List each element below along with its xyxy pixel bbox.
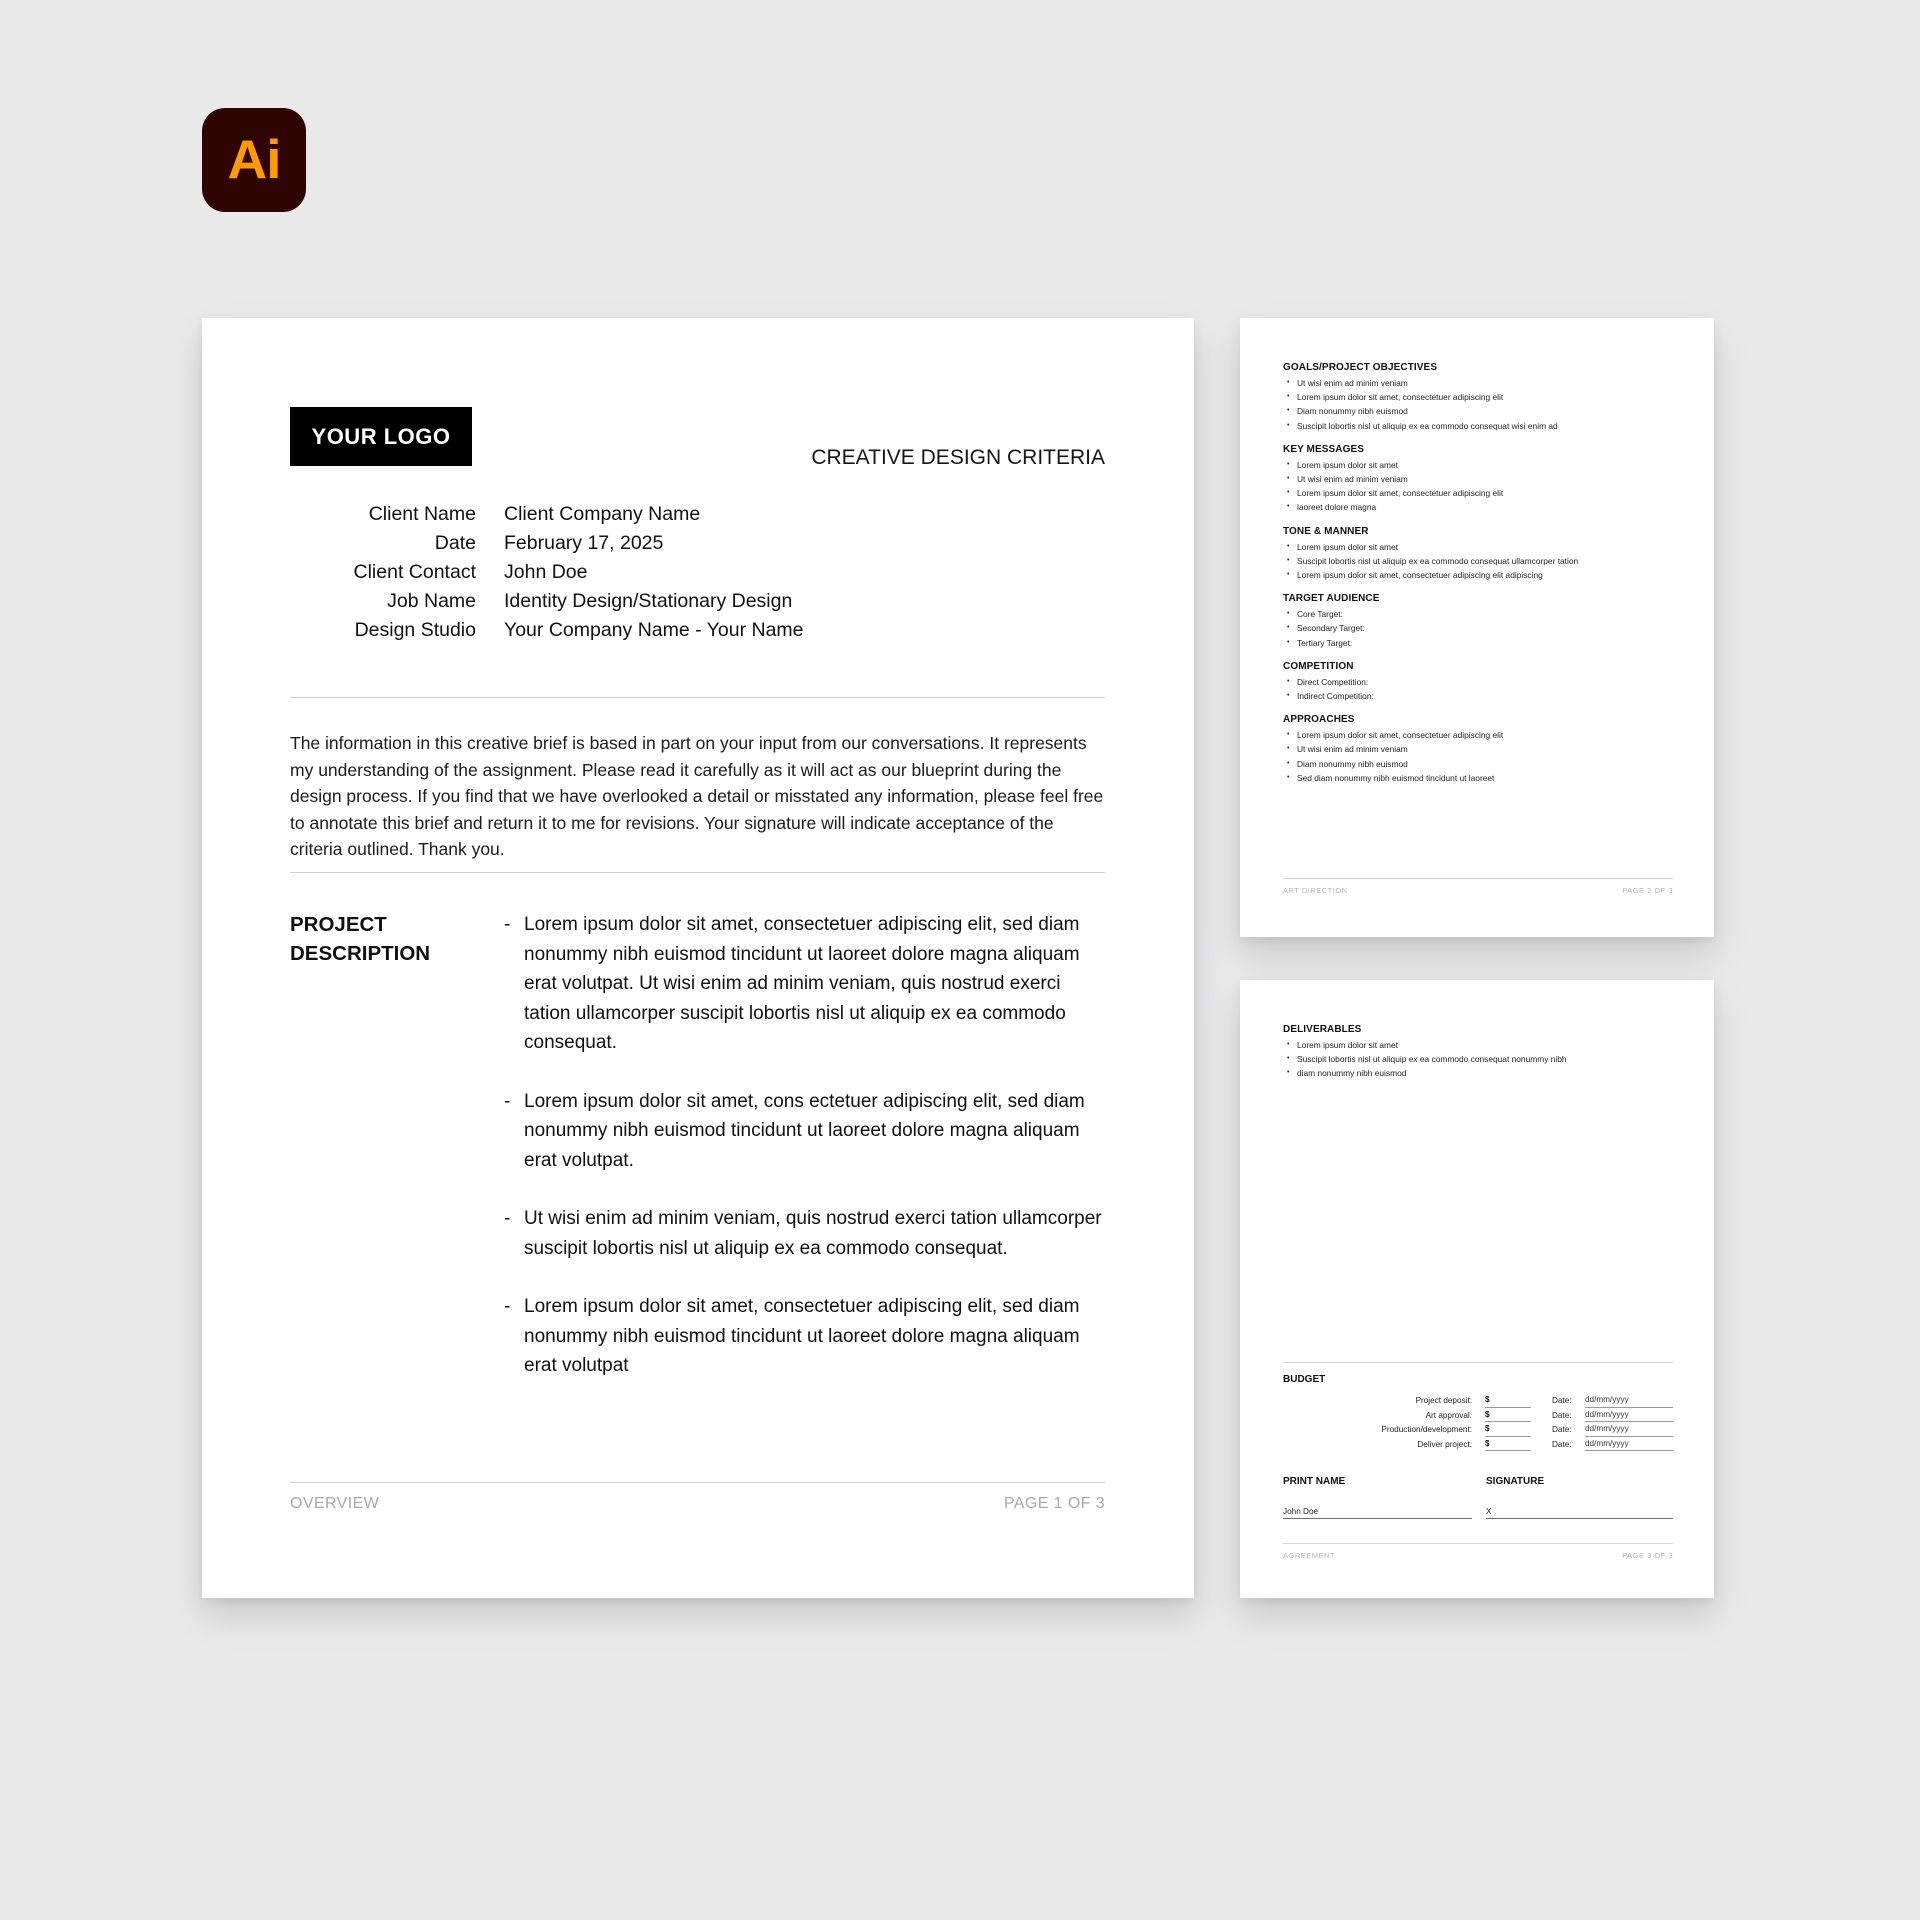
bullet-marker: • <box>1287 393 1290 401</box>
bullet-marker: • <box>1287 421 1290 429</box>
bullet-marker: • <box>1287 692 1290 700</box>
field-value: February 17, 2025 <box>504 532 664 554</box>
page-footer <box>1283 1543 1673 1560</box>
field-value: John Doe <box>504 561 588 583</box>
list-item <box>1283 757 1673 771</box>
amount-input-line[interactable] <box>1485 1437 1531 1452</box>
list-item <box>1283 1052 1673 1066</box>
date-input-line[interactable]: dd/mm/yyyy <box>1585 1422 1673 1437</box>
currency-symbol: $ <box>1485 1424 1490 1433</box>
bullet-marker: • <box>1287 489 1290 497</box>
list-item-text: Lorem ipsum dolor sit amet, consectetuer adipiscing elit <box>1297 392 1504 403</box>
field-label: Date <box>434 532 476 554</box>
amount-input-line[interactable] <box>1485 1393 1531 1408</box>
list-item-text: diam nonummy nibh euismod <box>1297 1068 1407 1079</box>
list-item <box>504 1087 1105 1176</box>
list-item-text: Lorem ipsum dolor sit amet, consectetuer adipiscing elit adipiscing <box>1297 570 1543 581</box>
list-item <box>1283 500 1673 514</box>
currency-symbol: $ <box>1485 1395 1490 1404</box>
footer-section-label: ART DIRECTION <box>1283 886 1348 895</box>
currency-symbol: $ <box>1485 1438 1490 1448</box>
print-name-heading: PRINT NAME <box>1283 1476 1346 1487</box>
list-item-text: Suscipit lobortis nisl ut aliquip ex ea commodo consequat ullamcorper tation <box>1297 555 1579 566</box>
budget-row-label: Art approval: <box>1425 1410 1472 1420</box>
list-item <box>1283 486 1673 500</box>
field-label: Client Name <box>368 503 476 525</box>
budget-row-label: Production/development: <box>1381 1425 1472 1434</box>
footer-divider <box>1283 878 1673 879</box>
footer-divider <box>290 1482 1105 1483</box>
field-row-date <box>290 529 804 558</box>
list-item <box>1283 472 1673 486</box>
budget-row-label: Project deposit: <box>1415 1396 1472 1405</box>
list-item-text: Lorem ipsum dolor sit amet, consectetuer adipiscing elit, sed diam nonummy nibh euismod tincidunt ut laoreet dolore magna aliquam erat volutpat <box>524 1296 1080 1376</box>
date-label: Date: <box>1552 1425 1572 1434</box>
list-item <box>1283 404 1673 418</box>
bullet-marker: • <box>1287 460 1290 468</box>
section-heading: COMPETITION <box>1283 660 1354 672</box>
date-label: Date: <box>1552 1410 1572 1420</box>
field-row-client-contact <box>290 558 804 587</box>
section-key-messages <box>1283 444 1673 515</box>
dash-marker: - <box>504 1296 511 1317</box>
signature-input-line[interactable]: X <box>1486 1507 1673 1519</box>
list-item <box>1283 636 1673 650</box>
bullet-marker: • <box>1287 379 1290 386</box>
list-item-text: Lorem ipsum dolor sit amet <box>1297 459 1399 470</box>
field-value: Identity Design/Stationary Design <box>504 590 793 612</box>
field-label: Design Studio <box>354 619 476 641</box>
document-page-3-agreement <box>1240 980 1714 1598</box>
logo-placeholder[interactable] <box>290 407 472 466</box>
bullet-marker: • <box>1287 1055 1290 1063</box>
list-item-text: Lorem ipsum dolor sit amet, cons ectetuer adipiscing elit, sed diam nonummy nibh euismod tincidunt ut laoreet dolore magna aliquam erat volutpat. <box>524 1090 1085 1171</box>
list-item <box>1283 1066 1673 1080</box>
list-item <box>1283 376 1673 390</box>
page-footer <box>1283 878 1673 895</box>
document-page-2-art-direction <box>1240 318 1714 937</box>
bullet-marker: • <box>1287 745 1290 753</box>
bullet-marker: • <box>1287 1041 1290 1048</box>
bullet-marker: • <box>1287 503 1290 511</box>
document-page-1-overview <box>202 318 1194 1598</box>
bullet-marker: • <box>1287 407 1290 415</box>
bullet-marker: • <box>1287 542 1290 550</box>
section-target-audience <box>1283 593 1673 650</box>
field-value: Client Company Name <box>504 503 701 525</box>
budget-row-art-approval <box>1283 1408 1673 1423</box>
bullet-marker: • <box>1287 571 1290 579</box>
section-heading: APPROACHES <box>1283 714 1355 726</box>
list-item-text: Direct Competition: <box>1297 676 1369 687</box>
dash-marker: - <box>504 914 511 935</box>
amount-input-line[interactable] <box>1485 1408 1531 1423</box>
section-heading: TONE & MANNER <box>1283 525 1369 537</box>
bullet-marker: • <box>1287 1069 1290 1077</box>
list-item-text: Lorem ipsum dolor sit amet, consectetuer adipiscing elit <box>1297 488 1504 499</box>
budget-row-project-deposit <box>1283 1393 1673 1408</box>
section-approaches <box>1283 714 1673 785</box>
adobe-illustrator-icon <box>202 108 306 212</box>
budget-heading: BUDGET <box>1283 1374 1326 1385</box>
section-heading: KEY MESSAGES <box>1283 443 1365 455</box>
page-number: PAGE 3 OF 3 <box>1622 1551 1673 1560</box>
list-item-text: Ut wisi enim ad minim veniam <box>1297 378 1408 388</box>
section-heading: TARGET AUDIENCE <box>1283 593 1380 605</box>
list-item-text: Lorem ipsum dolor sit amet, consectetuer adipiscing elit <box>1297 730 1504 741</box>
client-info-block <box>290 500 804 645</box>
bullet-marker: • <box>1287 731 1290 739</box>
bullet-marker: • <box>1287 475 1290 483</box>
list-item-text: Diam nonummy nibh euismod <box>1297 758 1408 769</box>
currency-symbol: $ <box>1485 1409 1490 1419</box>
list-item-text: Diam nonummy nibh euismod <box>1297 406 1408 417</box>
footer-section-label: AGREEMENT <box>1283 1551 1336 1560</box>
list-item-text: Ut wisi enim ad minim veniam, quis nostrud exerci tation ullamcorper suscipit lobortis nisl ut aliquip ex ea commodo consequat. <box>524 1208 1102 1259</box>
bullet-marker: • <box>1287 773 1290 781</box>
list-item <box>1283 568 1673 582</box>
project-description-list <box>504 910 1105 1410</box>
bullet-marker: • <box>1287 638 1290 646</box>
section-goals <box>1283 362 1673 433</box>
page-number: PAGE 2 OF 3 <box>1622 886 1673 895</box>
section-heading: GOALS/PROJECT OBJECTIVES <box>1283 362 1438 373</box>
list-item-text: Secondary Target: <box>1297 623 1365 634</box>
list-item <box>1283 458 1673 472</box>
list-item-text: Ut wisi enim ad minim veniam <box>1297 744 1408 755</box>
field-label: Job Name <box>387 590 476 612</box>
bullet-marker: • <box>1287 759 1290 767</box>
bullet-marker: • <box>1287 677 1290 685</box>
list-item <box>1283 540 1673 554</box>
page-footer <box>290 1482 1105 1513</box>
list-item-text: Lorem ipsum dolor sit amet <box>1297 541 1399 552</box>
budget-row-deliver-project <box>1283 1437 1673 1452</box>
document-title: CREATIVE DESIGN CRITERIA <box>811 446 1105 469</box>
page-number: PAGE 1 OF 3 <box>1003 1495 1105 1512</box>
field-label: Client Contact <box>353 561 476 583</box>
list-item <box>1283 675 1673 689</box>
list-item-text: Suscipit lobortis nisl ut aliquip ex ea commodo consequat nonummy nibh <box>1297 1054 1567 1065</box>
date-label: Date: <box>1552 1439 1572 1449</box>
list-item <box>1283 607 1673 621</box>
date-label: Date: <box>1552 1396 1572 1405</box>
divider <box>290 872 1105 873</box>
field-value: Your Company Name - Your Name <box>504 619 804 641</box>
list-item-text: Tertiary Target: <box>1297 637 1353 648</box>
list-item <box>1283 390 1673 404</box>
list-item <box>504 1204 1105 1263</box>
signature-block <box>1283 1476 1673 1519</box>
bullet-marker: • <box>1287 556 1290 564</box>
section-competition <box>1283 661 1673 703</box>
list-item <box>1283 742 1673 756</box>
bullet-marker: • <box>1287 610 1290 618</box>
print-name-input-line[interactable]: John Doe <box>1283 1507 1472 1519</box>
list-item-text: Lorem ipsum dolor sit amet, consectetuer adipiscing elit, sed diam nonummy nibh euismod tincidunt ut laoreet dolore magna aliquam erat volutpat. Ut wisi enim ad minim veniam, quis nostrud exerci tation ullamcorper suscipit lobortis nisl ut aliquip ex ea commodo consequat. <box>524 914 1080 1053</box>
divider <box>290 697 1105 698</box>
signature-heading: SIGNATURE <box>1486 1476 1545 1487</box>
list-item <box>1283 554 1673 568</box>
dash-marker: - <box>504 1208 511 1229</box>
field-row-client-name <box>290 500 804 529</box>
field-row-job-name <box>290 587 804 616</box>
list-item-text: Ut wisi enim ad minim veniam <box>1297 474 1408 485</box>
list-item <box>1283 621 1673 635</box>
logo-text: YOUR LOGO <box>311 423 451 449</box>
budget-row-production-development <box>1283 1422 1673 1437</box>
list-item <box>1283 771 1673 785</box>
section-heading: DELIVERABLES <box>1283 1024 1362 1035</box>
project-description-section <box>290 910 1105 1410</box>
section-heading: PROJECT DESCRIPTION <box>290 913 431 965</box>
date-input-line[interactable]: dd/mm/yyyy <box>1585 1408 1673 1423</box>
list-item <box>1283 728 1673 742</box>
list-item <box>1283 1038 1673 1052</box>
list-item-text: Suscipit lobortis nisl ut aliquip ex ea commodo consequat wisi enim ad <box>1297 420 1558 431</box>
list-item-text: Sed diam nonummy nibh euismod tincidunt ut laoreet <box>1297 772 1495 783</box>
budget-rows <box>1283 1393 1673 1451</box>
divider <box>1283 1362 1673 1363</box>
section-deliverables <box>1283 1024 1673 1081</box>
list-item <box>1283 419 1673 433</box>
list-item <box>504 910 1105 1058</box>
dash-marker: - <box>504 1090 511 1112</box>
amount-input-line[interactable] <box>1485 1422 1531 1437</box>
list-item-text: Core Target: <box>1297 609 1343 620</box>
list-item-text: laoreet dolore magna <box>1297 502 1377 513</box>
list-item-text: Lorem ipsum dolor sit amet <box>1297 1040 1399 1050</box>
list-item <box>1283 689 1673 703</box>
list-item <box>504 1292 1105 1381</box>
list-item-text: Indirect Competition: <box>1297 691 1374 702</box>
budget-row-label: Deliver project: <box>1417 1439 1472 1449</box>
bullet-marker: • <box>1287 624 1290 632</box>
date-input-line[interactable]: dd/mm/yyyy <box>1585 1393 1673 1408</box>
section-tone-manner <box>1283 526 1673 583</box>
footer-section-label: OVERVIEW <box>290 1495 380 1512</box>
date-input-line[interactable]: dd/mm/yyyy <box>1585 1437 1673 1452</box>
adobe-illustrator-glyph: Ai <box>227 127 281 190</box>
field-row-design-studio <box>290 616 804 645</box>
footer-divider <box>1283 1543 1673 1544</box>
intro-paragraph: The information in this creative brief is based in part on your input from our conversations. It represents my understanding of the assignment. Please read it carefully as it will act as our blueprint during the design process. If you find that we have overlooked a detail or misstated any information, please feel free to annotate this brief and return it to me for revisions. Your signature will indicate acceptance of the criteria outlined. Thank you. <box>290 733 1104 859</box>
